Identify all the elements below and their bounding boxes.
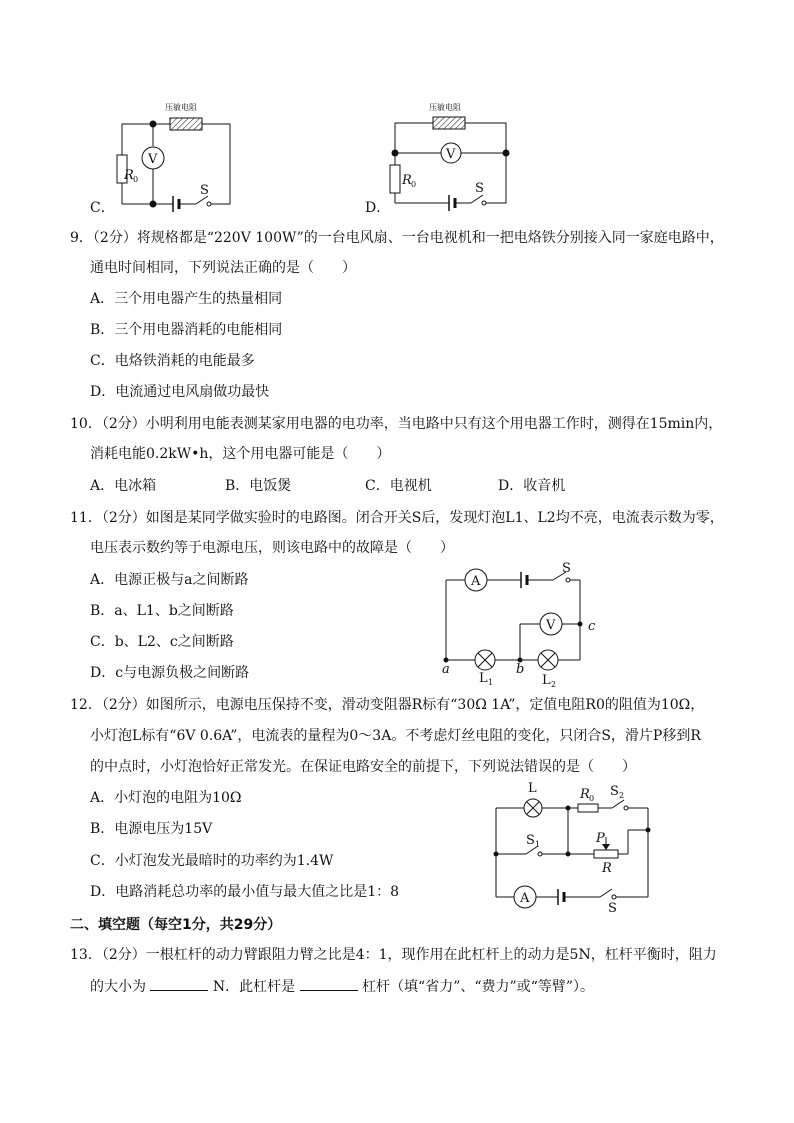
- resistor-r0-d: [390, 165, 400, 193]
- q9-option-a: A．三个用电器产生的热量相同: [90, 291, 283, 307]
- q12-stem-line1: 12．（2分）如图所示，电源电压保持不变，滑动变阻器R标有“30Ω 1A”，定值电阻R0的阻值为10Ω，: [70, 697, 705, 713]
- q11-stem-line1: 11．（2分）如图是某同学做实验时的电路图。闭合开关S后，发现灯泡L1、L2均不亮，电流表示数为零，: [70, 510, 724, 526]
- svg-text:0: 0: [589, 794, 595, 803]
- q13-blank-1[interactable]: [150, 976, 208, 991]
- q11-option-a: A．电源正极与a之间断路: [90, 572, 249, 588]
- svg-text:1: 1: [488, 678, 494, 687]
- q9-stem-line2: 通电时间相同，下列说法正确的是（ ）: [90, 260, 356, 276]
- switch-d: [471, 195, 483, 203]
- q13-stem-line1: 13．（2分）一根杠杆的动力臂跟阻力臂之比是4：1，现作用在此杠杆上的动力是5N，杠杆平衡时，阻力: [70, 947, 717, 963]
- q9-option-c: C．电烙铁消耗的电能最多: [90, 353, 255, 369]
- svg-text:S: S: [526, 833, 535, 848]
- q12-option-d: D．电路消耗总功率的最小值与最大值之比是1：8: [90, 884, 400, 900]
- svg-text:1: 1: [535, 840, 541, 849]
- q9-option-b: B．三个用电器消耗的电能相同: [90, 322, 283, 338]
- circuit-diagram-d: [385, 97, 515, 212]
- option-d-label: D．: [365, 200, 391, 216]
- q10-option-a: A．电冰箱: [90, 478, 157, 494]
- q13-blank-2[interactable]: [300, 976, 358, 991]
- q10-option-c: C．电视机: [365, 478, 432, 494]
- svg-text:A: A: [520, 891, 530, 906]
- q9-option-d: D．电流通过电风扇做功最快: [90, 384, 270, 400]
- sensor-label-c: 压敏电阻: [165, 103, 197, 112]
- q11-option-b: B．a、L1、b之间断路: [90, 603, 234, 619]
- section-title: 二、填空题（每空1分，共29分）: [70, 917, 282, 933]
- svg-text:0: 0: [411, 180, 417, 189]
- svg-text:A: A: [471, 574, 481, 589]
- q10-option-b: B．电饭煲: [225, 478, 292, 494]
- svg-text:S: S: [608, 901, 617, 915]
- q9-stem-line1: 9．（2分）将规格都是“220V 100W”的一台电风扇、一台电视机和一把电烙铁分别接入同一家庭电路中，: [70, 230, 724, 246]
- q12-stem-line3: 的中点时，小灯泡恰好正常发光。在保证电路安全的前提下，下列说法错误的是（ ）: [90, 759, 636, 775]
- sensor-label-d: 压敏电阻: [429, 103, 461, 112]
- circuit-diagram-q11: [438, 560, 608, 690]
- svg-text:R: R: [402, 173, 412, 188]
- svg-text:S: S: [562, 561, 571, 576]
- switch-s: [600, 889, 612, 897]
- svg-text:b: b: [516, 662, 525, 677]
- switch-s2: [612, 800, 624, 808]
- svg-text:S: S: [610, 784, 619, 799]
- svg-text:c: c: [588, 619, 596, 634]
- svg-text:L: L: [542, 673, 551, 688]
- svg-text:a: a: [442, 662, 450, 677]
- q12-option-b: B．电源电压为15V: [90, 821, 213, 837]
- q11-option-d: D．c与电源负极之间断路: [90, 665, 250, 681]
- q11-stem-line2: 电压表示数约等于电源电压，则该电路中的故障是（ ）: [90, 540, 454, 556]
- svg-text:P: P: [596, 831, 605, 846]
- q10-stem-line2: 消耗电能0.2kW•h，这个用电器可能是（ ）: [90, 446, 391, 462]
- svg-text:R: R: [124, 168, 134, 183]
- q13-text-c: 杠杆（填“省力”、“费力”或“等臂”）。: [362, 979, 595, 995]
- pressure-resistor-c: [170, 118, 202, 130]
- q10-option-d: D．收音机: [498, 478, 566, 494]
- svg-text:R: R: [580, 787, 590, 802]
- rheostat-r: [594, 850, 618, 858]
- q12-option-c: C．小灯泡发光最暗时的功率约为1.4W: [90, 853, 334, 869]
- svg-text:V: V: [446, 147, 456, 162]
- q10-stem-line1: 10．（2分）小明利用电能表测某家用电器的电功率，当电路中只有这个用电器工作时，测得在15min内，: [70, 416, 723, 432]
- q13-text-a: 的大小为: [90, 979, 146, 995]
- svg-text:L: L: [528, 781, 537, 796]
- circuit-diagram-c: [110, 100, 240, 215]
- q12-option-a: A．小灯泡的电阻为10Ω: [90, 790, 242, 806]
- q13-stem-line2: [90, 976, 594, 997]
- svg-text:R: R: [602, 861, 612, 876]
- svg-text:V: V: [546, 618, 556, 633]
- svg-text:2: 2: [619, 791, 625, 800]
- svg-text:S: S: [200, 183, 209, 198]
- svg-text:V: V: [148, 152, 158, 167]
- pressure-resistor-d: [433, 117, 465, 129]
- q11-option-c: C．b、L2、c之间断路: [90, 634, 234, 650]
- option-c-label: C．: [90, 200, 115, 216]
- circuit-diagram-q12: [488, 780, 663, 915]
- svg-text:S: S: [475, 181, 484, 196]
- svg-text:L: L: [479, 671, 488, 686]
- resistor-r0-q12: [578, 804, 598, 812]
- svg-text:2: 2: [551, 680, 557, 689]
- q12-stem-line2: 小灯泡L标有“6V 0.6A”，电流表的量程为0～3A。不考虑灯丝电阻的变化，只闭合S，滑片P移到R: [90, 728, 701, 744]
- svg-text:0: 0: [133, 175, 139, 184]
- q13-text-b: N．此杠杆是: [212, 979, 296, 995]
